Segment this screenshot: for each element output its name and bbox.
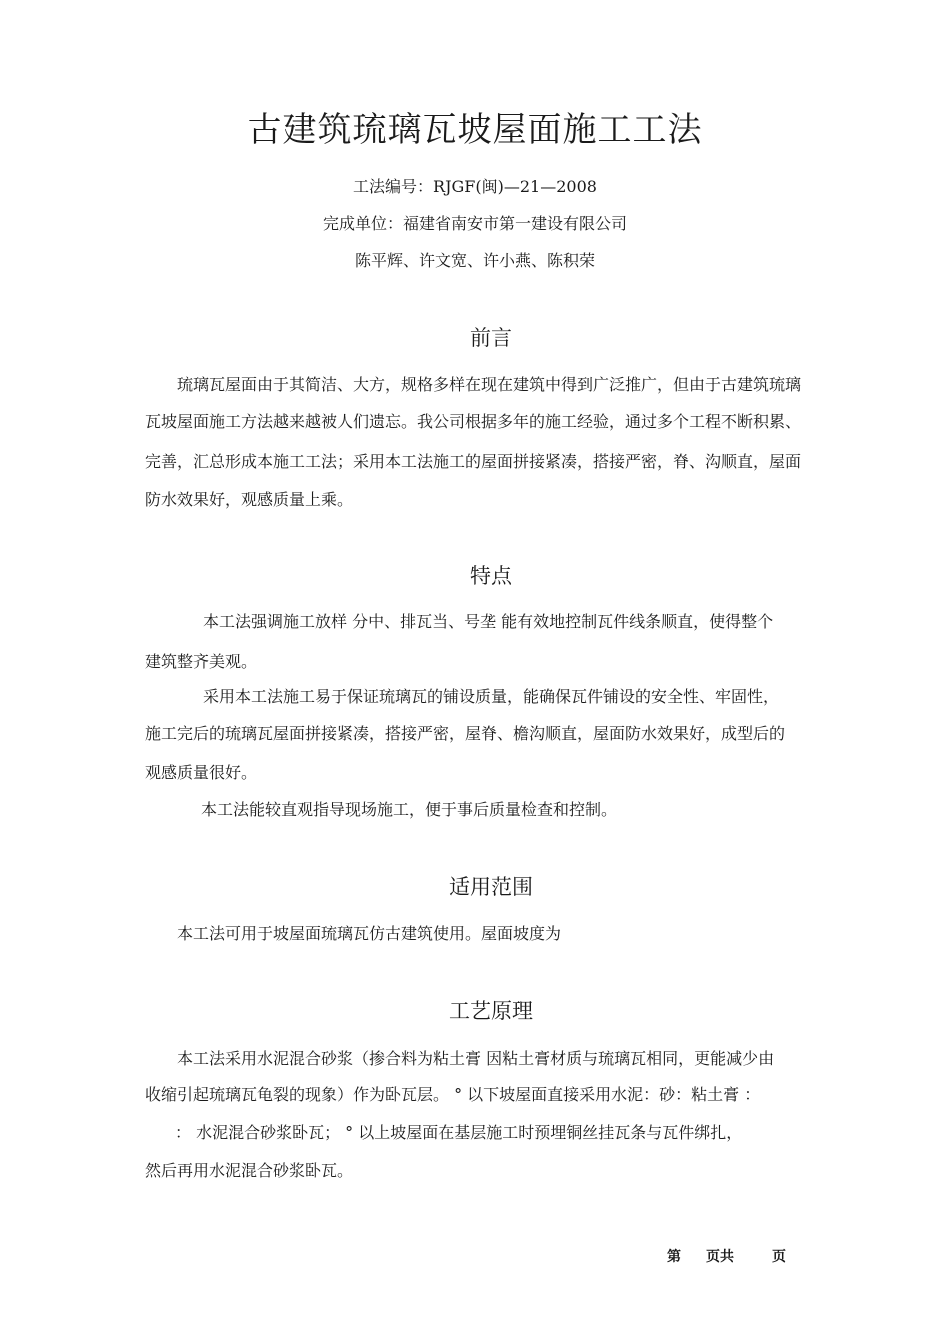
footer-page-mid: 页共 [706, 1249, 734, 1265]
section-heading-principle: 工艺原理 [449, 999, 533, 1023]
features-p3: 本工法能较直观指导现场施工，便于事后质量检查和控制。 [201, 800, 618, 819]
completion-unit: 完成单位：福建省南安市第一建设有限公司 [322, 214, 627, 233]
principle-line-3: ： 水泥混合砂浆卧瓦； ° 以上坡屋面在基层施工时预埋铜丝挂瓦条与瓦件绑扎， [175, 1123, 743, 1142]
document-title: 古建筑琉璃瓦坡屋面施工工法 [247, 110, 703, 150]
principle-line-1: 本工法采用水泥混合砂浆（掺合料为粘土膏 因粘土膏材质与琉璃瓦相同，更能减少由 [177, 1049, 775, 1068]
method-code: 工法编号：RJGF(闽)—21—2008 [353, 177, 597, 196]
footer-page-label: 第 [667, 1249, 681, 1265]
features-p2-line-3: 观感质量很好。 [145, 763, 258, 782]
features-p1-line-2: 建筑整齐美观。 [145, 652, 258, 671]
features-p2-line-1: 采用本工法施工易于保证琉璃瓦的铺设质量，能确保瓦件铺设的安全性、牢固性， [203, 687, 780, 706]
scope-text: 本工法可用于坡屋面琉璃瓦仿古建筑使用。屋面坡度为 [177, 924, 562, 943]
preface-line-1: 琉璃瓦屋面由于其简洁、大方，规格多样在现在建筑中得到广泛推广，但由于古建筑琉璃 [177, 375, 802, 394]
features-p2-line-2: 施工完后的琉璃瓦屋面拼接紧凑，搭接严密，屋脊、檐沟顺直，屋面防水效果好，成型后的 [145, 724, 786, 743]
principle-line-2: 收缩引起琉璃瓦龟裂的现象）作为卧瓦层。 ° 以下坡屋面直接采用水泥：砂：粘土膏 ： [145, 1085, 761, 1104]
section-heading-features: 特点 [470, 564, 512, 588]
authors: 陈平辉、许文宽、许小燕、陈积荣 [354, 251, 595, 270]
preface-line-3: 完善，汇总形成本施工工法；采用本工法施工的屋面拼接紧凑，搭接严密，脊、沟顺直，屋面 [145, 452, 802, 471]
section-heading-scope: 适用范围 [449, 875, 533, 899]
footer-page-end: 页 [772, 1249, 786, 1265]
section-heading-preface: 前言 [470, 326, 512, 350]
preface-line-2: 瓦坡屋面施工方法越来越被人们遗忘。我公司根据多年的施工经验，通过多个工程不断积累、 [145, 412, 802, 431]
principle-line-4: 然后再用水泥混合砂浆卧瓦。 [145, 1161, 354, 1180]
preface-line-4: 防水效果好，观感质量上乘。 [145, 490, 354, 509]
features-p1-line-1: 本工法强调施工放样 分中、排瓦当、号垄 能有效地控制瓦件线条顺直，使得整个 [203, 612, 774, 631]
